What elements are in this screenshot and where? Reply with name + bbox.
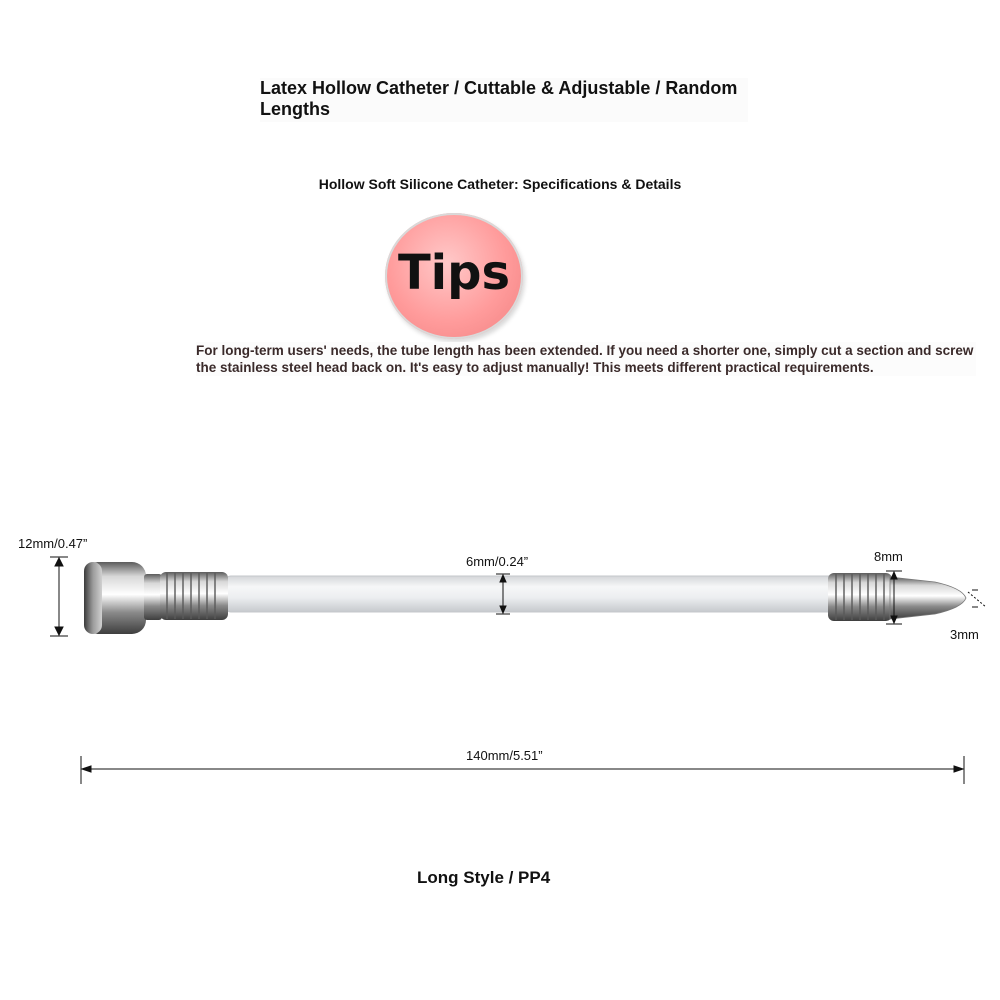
tip-end-label: 3mm	[950, 627, 979, 642]
product-title: Latex Hollow Catheter / Cuttable & Adjustable / Random Lengths	[260, 78, 748, 122]
head-height-label: 12mm/0.47”	[18, 536, 88, 551]
spec-subtitle: Hollow Soft Silicone Catheter: Specifications & Details	[318, 176, 682, 192]
cap-collar	[144, 574, 162, 620]
tip-base-label: 8mm	[874, 549, 903, 564]
left-thread-connector	[160, 572, 228, 620]
right-thread-connector	[828, 573, 892, 621]
dim-tip-end	[968, 590, 986, 607]
tips-badge-label: Tips	[397, 245, 511, 301]
silicone-tube	[225, 576, 837, 612]
steel-tip	[890, 577, 966, 619]
dim-head-height	[50, 557, 68, 636]
tube-diameter-label: 6mm/0.24”	[466, 554, 529, 569]
total-length-label: 140mm/5.51”	[466, 748, 543, 763]
tips-note: For long-term users' needs, the tube length has been extended. If you need a shorter one, simply cut a section and screw the stainless steel head back on. It's easy to adjust manually! This meets different practical requirements.	[196, 342, 976, 376]
end-cap-face	[84, 562, 102, 634]
style-label: Long Style / PP4	[417, 868, 551, 887]
